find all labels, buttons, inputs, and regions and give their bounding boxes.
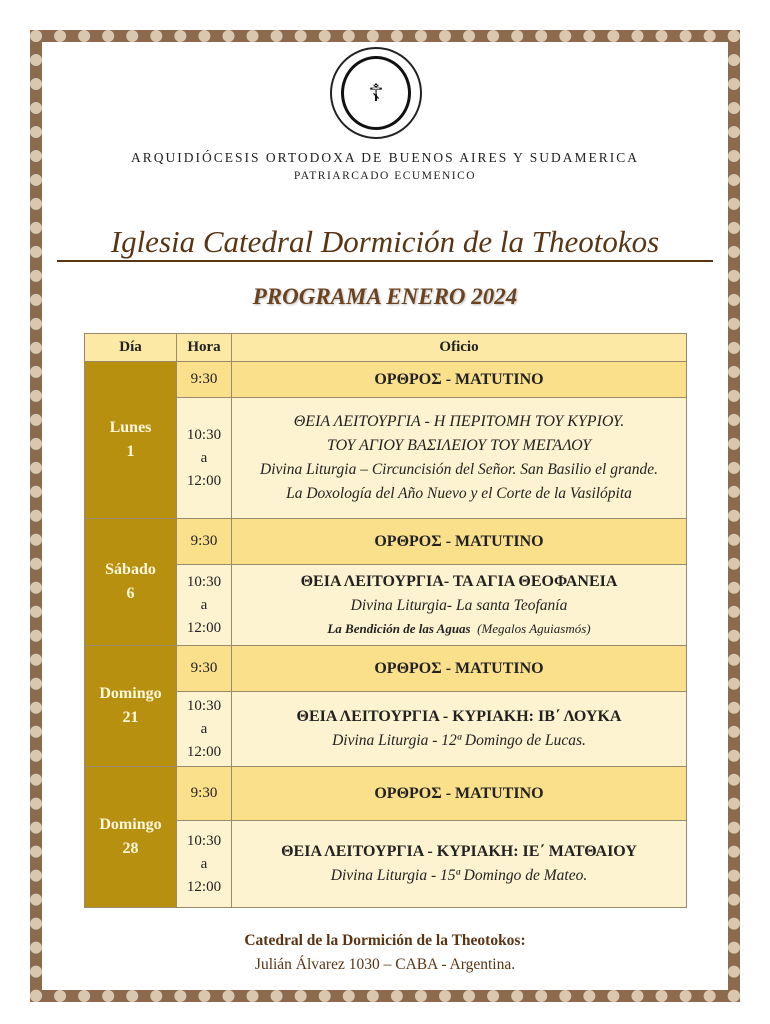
footer-address: Julián Álvarez 1030 – CABA - Argentina.	[254, 956, 516, 973]
service-cell: ΟΡΘΡΟΣ - MATUTINO	[232, 362, 687, 398]
program-title: PROGRAMA ENERO 2024	[252, 284, 518, 309]
schedule-table	[84, 333, 687, 908]
header-oficio: Oficio	[232, 334, 687, 362]
time-cell: 10:30 a 12:00	[177, 692, 232, 767]
time-cell: 9:30	[177, 646, 232, 692]
service-cell: ΟΡΘΡΟΣ - MATUTINO	[232, 646, 687, 692]
header-dia: Día	[85, 334, 177, 362]
service-cell: ΘΕΙΑ ΛΕΙΤΟΥΡΓΙΑ - Η ΠΕΡΙΤΟΜΗ ΤΟΥ ΚΥΡΙΟΥ. ΤΟΥ ΑΓΙΟΥ ΒΑΣΙΛΕΙΟΥ ΤΟΥ ΜΕΓΑΛΟΥ Divina Liturgia – Circuncisión del Señor. San Basilio el grande. La Doxología del Año Nuevo y el Corte de la Vasilópita	[232, 398, 687, 519]
table-row	[85, 519, 687, 565]
time-cell: 9:30	[177, 767, 232, 821]
patriarchate-name: PATRIARCADO ECUMENICO	[293, 170, 477, 182]
service-cell: ΟΡΘΡΟΣ - MATUTINO	[232, 767, 687, 821]
header-hora: Hora	[177, 334, 232, 362]
time-cell: 10:30 a 12:00	[177, 398, 232, 519]
table-row	[85, 646, 687, 692]
page-title: Iglesia Catedral Dormición de la Theotokos	[110, 224, 660, 259]
table-row	[85, 767, 687, 821]
table-row	[85, 362, 687, 398]
time-cell: 10:30 a 12:00	[177, 821, 232, 908]
service-cell: ΘΕΙΑ ΛΕΙΤΟΥΡΓΙΑ - ΚΥΡΙΑΚΗ: ΙΕ΄ ΜΑΤΘΑΙΟΥ Divina Liturgia - 15ª Domingo de Mateo.	[232, 821, 687, 908]
day-cell: Sábado 6	[85, 519, 177, 646]
patriarchate-seal-logo	[330, 47, 422, 139]
service-cell: ΘΕΙΑ ΛΕΙΤΟΥΡΓΙΑ- ΤΑ ΑΓΙΑ ΘΕΟΦΑΝΕΙΑ Divina Liturgia- La santa Teofanía La Bendición de las Aguas (Megalos Aguiasmós)	[232, 565, 687, 646]
day-cell: Domingo 21	[85, 646, 177, 767]
cross-monogram-icon: ☦	[341, 56, 411, 130]
time-cell: 9:30	[177, 362, 232, 398]
service-cell: ΘΕΙΑ ΛΕΙΤΟΥΡΓΙΑ - ΚΥΡΙΑΚΗ: ΙΒ΄ ΛΟΥΚΑ Divina Liturgia - 12ª Domingo de Lucas.	[232, 692, 687, 767]
footer-church-name: Catedral de la Dormición de la Theotokos:	[244, 932, 526, 949]
archdiocese-name: ARQUIDIÓCESIS ORTODOXA DE BUENOS AIRES Y SUDAMERICA	[131, 150, 639, 165]
time-cell: 10:30 a 12:00	[177, 565, 232, 646]
day-cell: Lunes 1	[85, 362, 177, 519]
time-cell: 9:30	[177, 519, 232, 565]
service-cell: ΟΡΘΡΟΣ - MATUTINO	[232, 519, 687, 565]
table-header	[85, 334, 687, 362]
title-underline	[57, 260, 713, 262]
day-cell: Domingo 28	[85, 767, 177, 908]
